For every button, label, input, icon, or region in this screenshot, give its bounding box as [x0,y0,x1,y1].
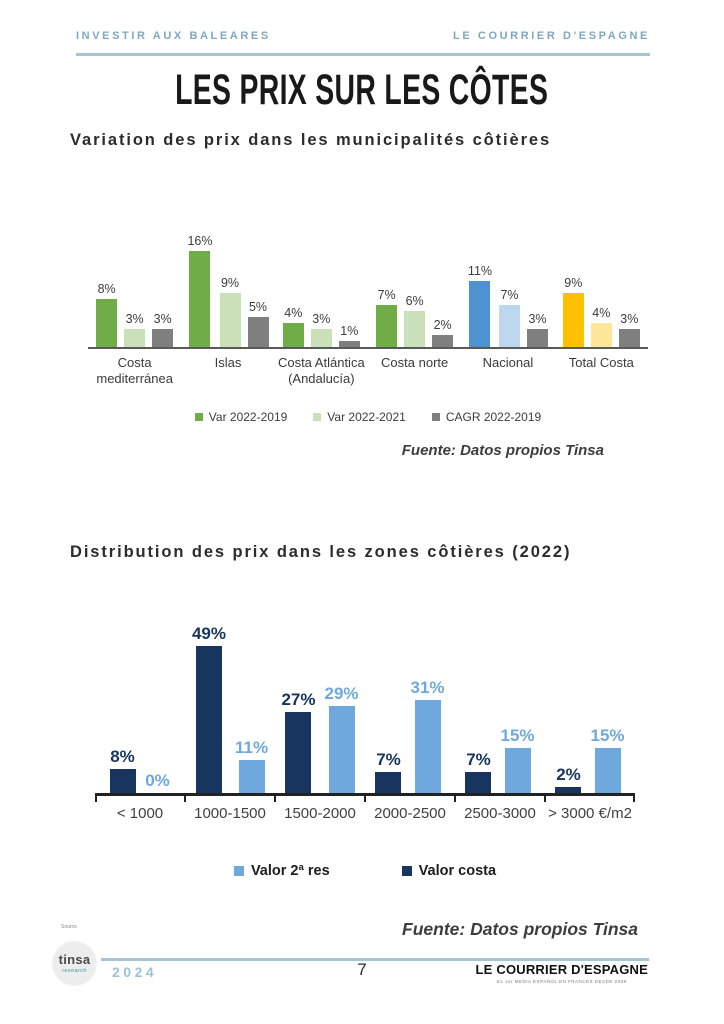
bar-column [375,750,401,793]
bar [415,700,441,793]
legend-item [432,410,541,424]
bar-value-label: 8% [97,282,116,296]
section2-title: Distribution des prix dans les zones côtières (2022) [70,542,572,561]
bar-group [545,726,635,793]
bar-value-label: 3% [312,312,331,326]
chart2-legend [95,863,635,879]
bar-column [325,684,359,793]
bar-value-label: 15% [590,725,625,745]
bar-column [376,288,397,347]
page-title: LES PRIX SUR LES CÔTES [175,66,549,114]
bar-column [432,318,453,347]
bar-value-label: 49% [191,623,226,643]
bar-column [500,726,534,793]
page-header [0,0,724,42]
category-label: 1000-1500 [194,804,266,822]
legend-label: Valor 2ª res [250,863,330,880]
bar-column [410,678,444,793]
bar-value-label: 0% [145,770,170,790]
axis-tick [633,793,635,802]
bar-value-label: 3% [528,312,547,326]
bar-column [220,276,241,347]
category-label: Islas [214,355,242,370]
bar-value-label: 16% [187,234,213,248]
bar [465,772,491,793]
legend-swatch [402,866,412,876]
chart1-legend [88,410,648,424]
bar-column [96,282,117,347]
bar-value-label: 15% [500,725,535,745]
bar [591,323,612,347]
bar [248,317,269,347]
legend-label: Var 2022-2019 [208,409,288,424]
bar-value-label: 11% [234,737,269,757]
bar-value-label: 7% [377,288,396,302]
section1-title: Variation des prix dans les municipalités côtières [70,131,552,149]
bar-column [248,300,269,347]
bar-column [339,324,360,347]
bar-column [281,690,315,793]
bar-value-label: 3% [620,312,639,326]
legend-swatch [313,413,321,421]
bar-group [555,276,648,347]
bar-value-label: 7% [500,288,519,302]
bar [311,329,332,347]
bar-column [235,738,268,793]
axis-tick [184,793,186,802]
bar-column [499,288,520,347]
bar-group [461,264,554,347]
chart2-plot [95,624,635,793]
legend-swatch [234,866,244,876]
bar-column [563,276,584,347]
category-label: < 1000 [116,804,164,822]
bar-column [619,312,640,347]
chart1-source-note: Fuente: Datos propios Tinsa [401,441,604,459]
bar-column [124,312,145,347]
courrier-espagne-logo [476,962,648,984]
bar-value-label: 6% [405,294,424,308]
bar-column [187,234,212,347]
category-label: 2000-2500 [374,804,446,822]
bar [432,335,453,347]
bar [469,281,490,347]
legend-label: Var 2022-2021 [327,409,406,424]
bar [376,305,397,347]
bar [96,299,117,347]
bar-value-label: 9% [220,276,240,290]
bar [505,748,531,793]
axis-tick [544,793,546,802]
category-label: Nacional [482,355,534,370]
axis-tick [454,793,456,802]
chart2-x-axis [95,793,635,796]
bar-group [185,624,275,793]
bar [283,323,304,347]
category-label: 1500-2000 [284,804,356,822]
bar-group [365,678,455,793]
tinsa-logo-name: tinsa [58,952,91,967]
legend-item [234,863,330,879]
bar [527,329,548,347]
bar [499,305,520,347]
bar-value-label: 3% [125,312,144,326]
bar [375,772,401,793]
legend-swatch [195,413,203,421]
bar [220,293,241,347]
bar-group [368,288,461,347]
bar-value-label: 11% [467,264,493,278]
bar-value-label: 27% [281,689,316,709]
bar-column [192,624,226,793]
category-label: Total Costa [568,355,634,370]
bar [285,712,311,793]
legend-label: CAGR 2022-2019 [445,409,542,424]
category-label: Costa norte [381,355,449,370]
bar [239,760,265,793]
bar-value-label: 4% [592,306,611,320]
legend-swatch [432,413,440,421]
chart1-categories [88,349,648,388]
bar-column [591,306,612,347]
bar [563,293,584,347]
bar-value-label: 8% [110,746,135,766]
bar-value-label: 2% [556,764,581,784]
bar-column [465,750,491,793]
category-label: Costa Atlántica (Andalucía) [277,355,365,387]
bar [152,329,173,347]
legend-item [402,863,496,879]
bar-column [145,771,171,793]
bar-value-label: 31% [410,677,445,697]
bar-column [590,726,624,793]
bar-column [283,306,304,347]
brand-name: LE COURRIER D'ESPAGNE [475,962,648,977]
header-right-text: LE COURRIER D'ESPAGNE [453,30,650,42]
bar-value-label: 5% [248,300,268,314]
header-left-text: INVESTIR AUX BALEARES [76,30,271,42]
bar-value-label: 2% [433,318,452,332]
bar [196,646,222,793]
chart2 [95,624,635,880]
header-divider [76,53,650,56]
bar-column [404,294,425,347]
bar-column [110,747,136,793]
category-label: > 3000 €/m2 [548,804,632,822]
bar-column [311,312,332,347]
bar-column [468,264,492,347]
chart1 [88,234,648,424]
brand-tagline: EL 1er MEDIA ESPAÑOL EN FRANCÉS DESDE 2009 [496,979,627,984]
chart1-plot [88,234,648,347]
legend-item [313,410,406,424]
bar-group [181,234,274,347]
bar-column [555,765,581,793]
bar-group [455,726,545,793]
legend-item [195,410,288,424]
bar-group [95,747,185,793]
bar-value-label: 7% [376,749,401,769]
bar [189,251,210,347]
category-label: Costa mediterránea [96,355,173,387]
bar-column [527,312,548,347]
bar-column [152,312,173,347]
axis-tick [274,793,276,802]
category-label: 2500-3000 [464,804,536,822]
footer-year: 2024 [112,964,158,980]
legend-label: Valor costa [418,863,497,880]
axis-tick [364,793,366,802]
chart2-source-note: Fuente: Datos propios Tinsa [402,919,638,940]
bar-value-label: 1% [340,324,359,338]
bar-value-label: 4% [284,306,303,320]
bar-value-label: 3% [153,312,172,326]
bar-group [275,684,365,793]
bar [124,329,145,347]
page-number: 7 [357,960,367,979]
tinsa-logo-subtitle: research [62,968,87,974]
footer-source-label: Source [61,924,77,930]
bar [339,341,360,347]
bar-value-label: 7% [466,749,491,769]
bar [329,706,355,793]
axis-tick [95,793,97,802]
bar-value-label: 9% [564,276,583,290]
bar-group [88,282,181,347]
bar-group [275,306,368,347]
bar [619,329,640,347]
bar-value-label: 29% [324,683,359,703]
bar [110,769,136,793]
bar [404,311,425,347]
bar [595,748,621,793]
